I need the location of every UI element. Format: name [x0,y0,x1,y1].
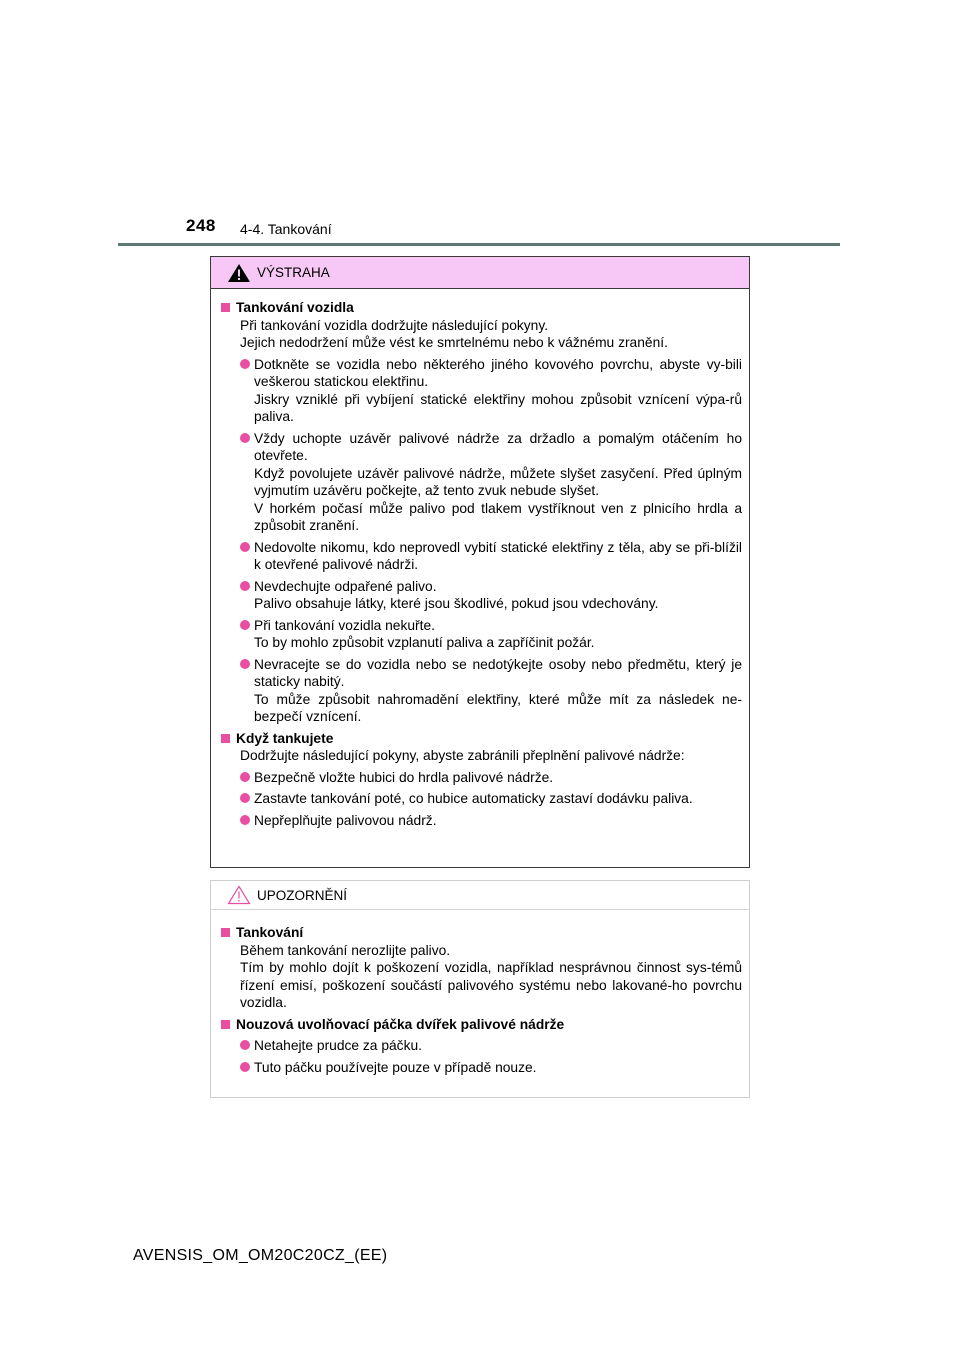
section-heading [221,730,742,748]
bullet-text [254,812,742,830]
section-heading [221,1016,742,1034]
bullet-item [221,578,742,613]
bullet-paragraph: Nevdechujte odpařené palivo. [254,578,437,594]
section-heading-text: Tankování [236,925,304,940]
round-bullet-icon [240,659,250,669]
page-number: 248 [186,216,216,235]
round-bullet-icon [240,1062,250,1072]
bullet-text [254,1059,742,1077]
paragraph-line: Dodržujte následující pokyny, abyste zabránili přeplnění palivové nádrže: [240,748,685,763]
section-heading [221,924,742,942]
footer-code: AVENSIS_OM_OM20C20CZ_(EE) [133,1247,388,1264]
bullet-paragraph: To může způsobit nahromadění elektřiny, které může mít za následek ne-bezpečí vznícení. [254,691,742,724]
paragraph-line: Během tankování nerozlijte palivo. [240,942,451,958]
bullet-item [221,1059,742,1077]
caution-body [211,910,749,1076]
round-bullet-icon [240,620,250,630]
bullet-text [254,656,742,726]
warning-icon [227,263,251,283]
bullet-paragraph: Dotkněte se vozidla nebo některého jiného kovového povrchu, abyste vy-bili veškerou statickou elektřinu. [254,356,742,389]
bullet-paragraph: Vždy uchopte uzávěr palivové nádrže za držadlo a pomalým otáčením ho otevřete. [254,430,742,463]
bullet-paragraph: Nevracejte se do vozidla nebo se nedotýkejte osoby nebo předmětu, který je staticky nabitý. [254,656,742,689]
bullet-text [254,356,742,426]
warning-title: VÝSTRAHA [257,265,330,280]
round-bullet-icon [240,542,250,552]
bullet-text [254,539,742,574]
warning-box [210,256,750,868]
bullet-text [254,430,742,535]
section-heading-text: Tankování vozidla [236,300,354,315]
bullet-text [254,1037,742,1055]
round-bullet-icon [240,815,250,825]
section-title: 4-4. Tankování [240,221,332,237]
section-heading-text: Nouzová uvolňovací páčka dvířek palivové nádrže [236,1016,565,1032]
bullet-item [221,356,742,426]
caution-box [210,880,750,1098]
round-bullet-icon [240,581,250,591]
bullet-text [254,578,742,613]
paragraph-line: Jejich nedodržení může vést ke smrtelnému nebo k vážnému zranění. [240,335,668,350]
bullet-item [221,617,742,652]
paragraph-line: Při tankování vozidla dodržujte následující pokyny. [240,317,549,333]
bullet-text [254,769,742,787]
caution-title: UPOZORNĚNÍ [257,887,348,903]
bullet-paragraph: Když povolujete uzávěr palivové nádrže, můžete slyšet zasyčení. Před úplným vyjmutím uzávěru počkejte, až tento zvuk nebude slyšet. [254,465,742,498]
warning-body [211,289,749,829]
bullet-paragraph: Palivo obsahuje látky, které jsou škodlivé, pokud jsou vdechovány. [254,596,659,611]
square-bullet-icon [221,734,230,743]
bullet-paragraph: V horkém počasí může palivo pod tlakem vystříknout ven z plnicího hrdla a způsobit zranění. [254,500,742,533]
warning-header [211,257,749,289]
caution-icon [227,885,251,905]
section-heading [221,299,742,317]
bullet-item [221,769,742,787]
square-bullet-icon [221,303,230,312]
bullet-paragraph: To by mohlo způsobit vzplanutí paliva a zapříčinit požár. [254,635,595,650]
bullet-item [221,539,742,574]
round-bullet-icon [240,433,250,443]
bullet-paragraph: Nepřeplňujte palivovou nádrž. [254,812,437,828]
paragraph-line: Tím by mohlo dojít k poškození vozidla, například nesprávnou činnost sys-témů řízení emisí, poškození součástí palivového systému nebo lakované-ho povrchu vozidla. [240,960,742,1010]
round-bullet-icon [240,1040,250,1050]
bullet-text [254,617,742,652]
bullet-item [221,656,742,726]
header-rule [118,243,840,246]
bullet-item [221,812,742,830]
bullet-item [221,1037,742,1055]
bullet-paragraph: Zastavte tankování poté, co hubice automaticky zastaví dodávku paliva. [254,791,693,806]
caution-header [211,881,749,910]
section-heading-text: Když tankujete [236,730,334,746]
section [221,1016,742,1077]
bullet-paragraph: Bezpečně vložte hubici do hrdla palivové nádrže. [254,769,554,785]
section [221,924,742,1012]
bullet-item [221,430,742,535]
bullet-paragraph: Tuto páčku používejte pouze v případě nouze. [254,1059,537,1075]
bullet-paragraph: Jiskry vzniklé při vybíjení statické elektřiny mohou způsobit vznícení výpa-rů paliva. [254,391,742,424]
square-bullet-icon [221,1020,230,1029]
section [221,730,742,830]
round-bullet-icon [240,793,250,803]
bullet-item [221,790,742,808]
round-bullet-icon [240,359,250,369]
round-bullet-icon [240,772,250,782]
bullet-paragraph: Při tankování vozidla nekuřte. [254,617,435,633]
bullet-paragraph: Netahejte prudce za páčku. [254,1038,422,1053]
section [221,299,742,726]
bullet-paragraph: Nedovolte nikomu, kdo neprovedl vybití statické elektřiny z těla, aby se při-blížil k otevřené palivové nádrži. [254,539,742,572]
bullet-text [254,790,742,808]
square-bullet-icon [221,928,230,937]
